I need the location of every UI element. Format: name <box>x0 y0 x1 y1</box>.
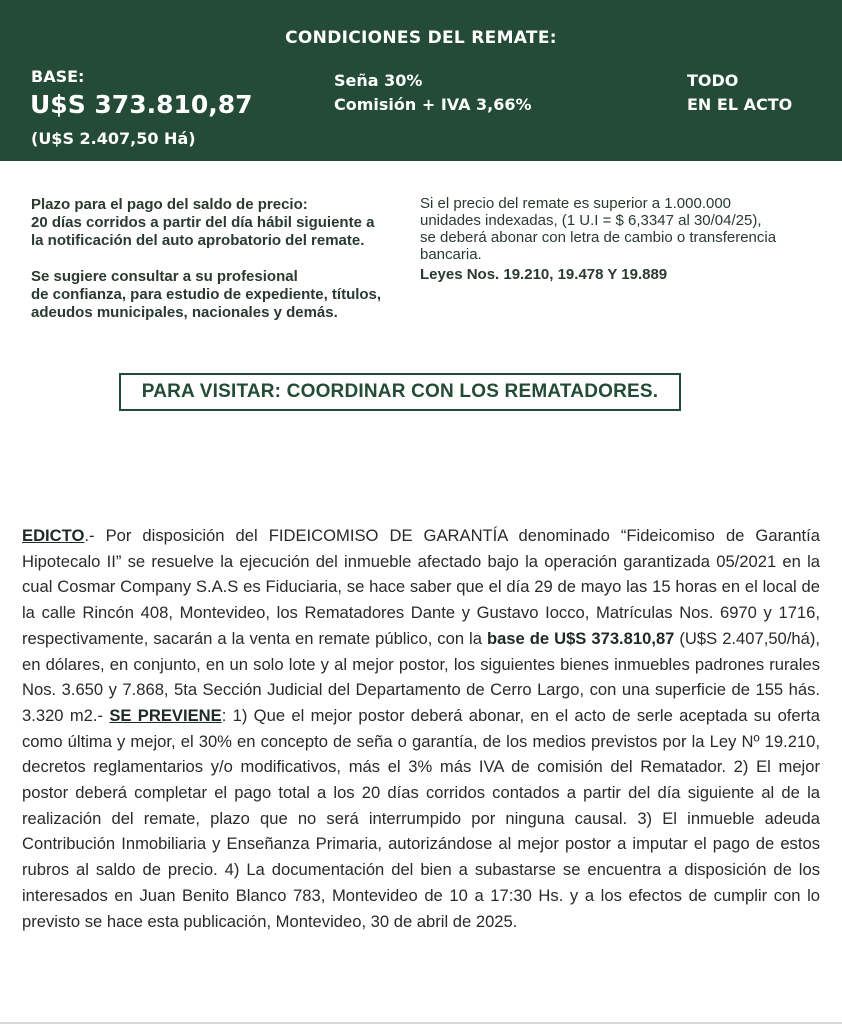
conditions-banner <box>0 0 842 161</box>
indexed-units-text: Si el precio del remate es superior a 1.000.000 unidades indexadas, (1 U.I = $ 6,3347 al 30/04/25), se deberá abonar con letra de cambio o transferencia bancaria. <box>420 195 777 263</box>
base-label: BASE: <box>31 67 85 86</box>
todo-text: TODO <box>687 71 739 90</box>
spacer <box>31 250 406 268</box>
edict-base-price: base de U$S 373.810,87 <box>486 628 675 648</box>
payment-timing-block <box>687 69 792 117</box>
fees-block <box>334 69 532 117</box>
laws-text: Leyes Nos. 19.210, 19.478 Y 19.889 <box>420 266 668 283</box>
payment-terms-block <box>31 196 406 322</box>
visit-notice: PARA VISITAR: COORDINAR CON LOS REMATADORES. <box>119 373 681 411</box>
edict-body <box>22 523 820 934</box>
base-per-hectare: (U$S 2.407,50 Há) <box>31 129 196 148</box>
edict-text-part-3: : 1) Que el mejor postor deberá abonar, en el acto de serle aceptada su oferta como última y mejor, el 30% en concepto de seña o garantía, de los medios previstos por la Ley Nº 19.210, decretos reglamentarios y/o modificativos, más el 3% más IVA de comisión del Rematador. 2) El mejor postor deberá completar el pago total a los 20 días corridos contados a partir del día siguiente al de la realización del remate, plazo que no será interrumpido por ninguna causal. 3) El inmueble adeuda Contribución Inmobiliaria y Enseñanza Primaria, autorizándose al mejor postor a imputar el pago de estos rubros al saldo de precio. 4) La documentación del bien a subastarse se encuentra a disposición de los interesados en Juan Benito Blanco 783, Montevideo de 10 a 17:30 Hs. y a los efectos de cumplir con lo previsto se hace esta publicación, Montevideo, 30 de abril de 2025. <box>22 705 820 931</box>
base-amount: U$S 373.810,87 <box>30 90 253 119</box>
edict-label: EDICTO <box>22 526 85 545</box>
edict-text-part-2: (U$S 2.407,50/há), en dólares, en conjunto, en un solo lote y al mejor postor, los siguientes bienes inmuebles padrones rurales Nos. 3.650 y 7.868, 5ta Sección Judicial del Departamento de Cerro Largo, con una superficie de 155 hás. 3.320 m2.- <box>22 628 820 725</box>
en-el-acto-text: EN EL ACTO <box>687 95 793 114</box>
plazo-text: Plazo para el pago del saldo de precio: 20 días corridos a partir del día hábil siguiente a la notificación del auto aprobatorio del remate. <box>31 196 375 249</box>
consult-advice-text: Se sugiere consultar a su profesional de confianza, para estudio de expediente, títulos, adeudos municipales, nacionales y demás. <box>31 268 382 321</box>
se-previene-label: SE PREVIENE <box>109 705 222 725</box>
price-conditions-block <box>420 195 820 283</box>
edict-separator: .- <box>84 526 106 545</box>
comision-text: Comisión + IVA 3,66% <box>334 95 532 114</box>
sena-text: Seña 30% <box>334 71 423 90</box>
edict-text-part-1: Por disposición del FIDEICOMISO DE GARANTÍA denominado “Fideicomiso de Garantía Hipotecalo II” se resuelve la ejecución del inmueble afectado bajo la operación garantizada 05/2021 en la cual Cosmar Company S.A.S es Fiduciaria, se hace saber que el día 29 de mayo las 15 horas en el local de la calle Rincón 408, Montevideo, los Rematadores Dante y Gustavo Iocco, Matrículas Nos. 6970 y 1716, respectivamente, sacarán a la venta en remate público, con la <box>22 526 820 648</box>
conditions-title: CONDICIONES DEL REMATE: <box>285 28 557 48</box>
